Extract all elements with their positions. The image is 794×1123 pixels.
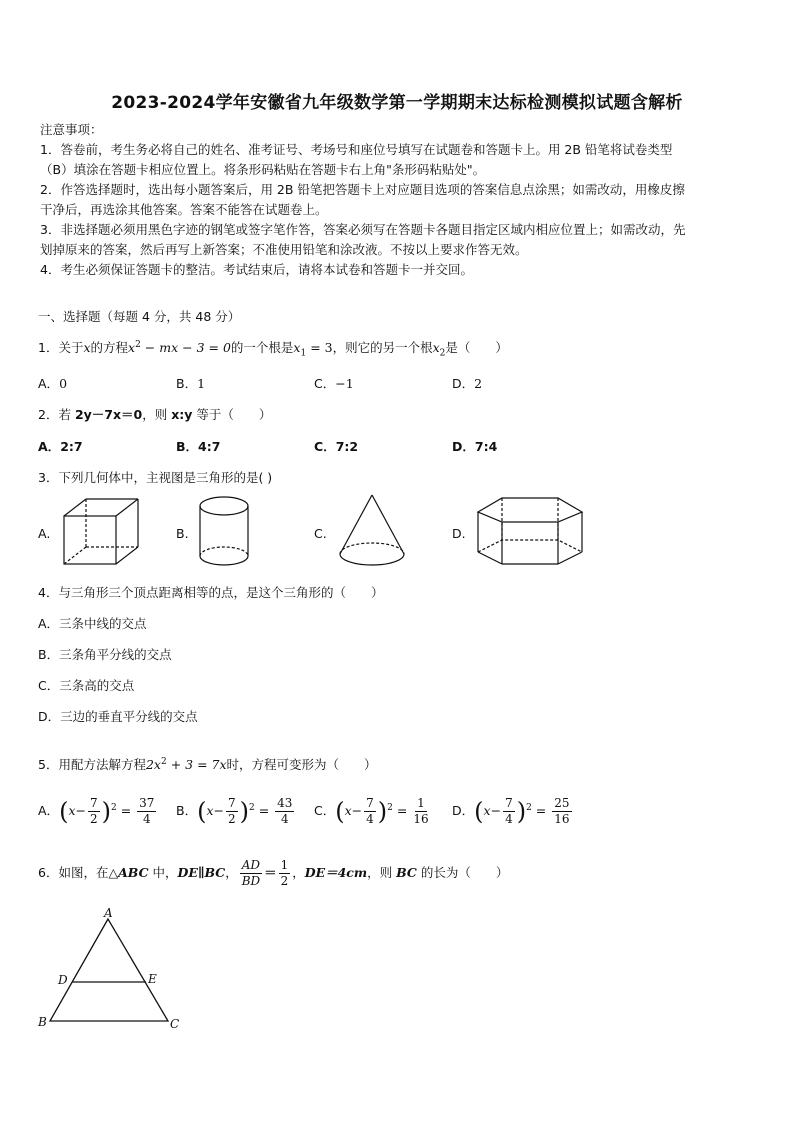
q2-option-b[interactable]: B．4:7 xyxy=(176,439,221,454)
q2-option-a[interactable]: A．2:7 xyxy=(38,439,83,454)
vertex-label-d: D xyxy=(58,973,68,987)
notice-line: 4．考生必须保证答题卡的整洁。考试结束后，请将本试卷和答题卡一并交回。 xyxy=(40,262,473,277)
vertex-label-c: C xyxy=(170,1017,180,1031)
triangle-figure xyxy=(34,905,194,1035)
q5-option-b[interactable]: B．(x− $\frac{7}{2}$ )$^2$ = $\frac{43}{4}$ xyxy=(176,796,293,826)
section-heading: 一、选择题（每题 4 分，共 48 分） xyxy=(38,309,241,324)
cone-figure xyxy=(336,492,408,574)
notice-section xyxy=(40,120,760,280)
notice-line: 2．作答选择题时，选出每小题答案后，用 2B 铅笔把答题卡上对应题目选项的答案信息点涂黑；如需改动，用橡皮擦 xyxy=(40,182,685,197)
notice-heading: 注意事项： xyxy=(40,122,103,137)
q1-option-b[interactable]: B．1 xyxy=(176,376,206,391)
q2-option-d[interactable]: D．7:4 xyxy=(452,439,498,454)
q2-option-c[interactable]: C．7:2 xyxy=(314,439,359,454)
question-3: 3．下列几何体中，主视图是三角形的是( ) xyxy=(38,470,273,485)
q3-option-d-label[interactable]: D. xyxy=(452,526,466,541)
cube-figure xyxy=(60,496,142,568)
question-2: 2．若 2y－7x＝0，则 x:y 等于（ ） xyxy=(38,407,272,422)
q1-option-a[interactable]: A．0 xyxy=(38,376,68,391)
notice-line: （B）填涂在答题卡相应位置上。将条形码粘贴在答题卡右上角"条形码粘贴处"。 xyxy=(40,162,486,177)
q5-option-d[interactable]: D．(x− $\frac{7}{4}$ )$^2$ = $\frac{25}{16}$ xyxy=(452,796,570,826)
q1-option-d[interactable]: D．2 xyxy=(452,376,483,391)
notice-line: 划掉原来的答案，然后再写上新答案；不准使用铅笔和涂改液。不按以上要求作答无效。 xyxy=(40,242,528,257)
notice-line: 3．非选择题必须用黑色字迹的钢笔或签字笔作答，答案必须写在答题卡各题目指定区域内相应位置上；如需改动，先 xyxy=(40,222,686,237)
question-5: 5．用配方法解方程$2x^2 + 3 = 7x$时，方程可变形为（ ） xyxy=(38,756,377,772)
q3-option-a-label[interactable]: A. xyxy=(38,526,51,541)
q4-option-a[interactable]: A．三条中线的交点 xyxy=(38,616,147,631)
q4-option-c[interactable]: C．三条高的交点 xyxy=(38,678,135,693)
cylinder-figure xyxy=(196,494,252,570)
q1-option-c[interactable]: C．−1 xyxy=(314,376,354,391)
question-1: 1．关于x的方程$x^2$ − mx − 3 = 0的一个根是$x_1 = 3$，则它的另一个根$x_2$是（ ） xyxy=(38,339,508,359)
q4-option-d[interactable]: D．三边的垂直平分线的交点 xyxy=(38,709,198,724)
hexagonal-prism-figure xyxy=(474,494,586,570)
vertex-label-a: A xyxy=(104,906,113,920)
q5-option-a[interactable]: A．(x− $\frac{7}{2}$ )$^2$ = $\frac{37}{4}$ xyxy=(38,796,155,826)
notice-line: 干净后，再选涂其他答案。答案不能答在试题卷上。 xyxy=(40,202,328,217)
vertex-label-e: E xyxy=(148,972,157,986)
page-title: 2023-2024学年安徽省九年级数学第一学期期末达标检测模拟试题含解析 xyxy=(111,93,683,113)
q5-option-c[interactable]: C．(x− $\frac{7}{4}$ )$^2$ = $\frac{1}{16}$ xyxy=(314,796,429,826)
notice-line: 1．答卷前，考生务必将自己的姓名、准考证号、考场号和座位号填写在试题卷和答题卡上。用 2B 铅笔将试卷类型 xyxy=(40,142,673,157)
q3-option-c-label[interactable]: C. xyxy=(314,526,327,541)
q4-option-b[interactable]: B．三条角平分线的交点 xyxy=(38,647,172,662)
question-4: 4．与三角形三个顶点距离相等的点，是这个三角形的（ ） xyxy=(38,585,384,600)
question-6: 6．如图，在△ABC 中，DE∥BC， $\frac{AD}{BD}$ ＝ $\frac{1}{2}$ ，DE＝4cm，则 BC 的长为（ ） xyxy=(38,858,509,888)
q3-option-b-label[interactable]: B. xyxy=(176,526,189,541)
vertex-label-b: B xyxy=(38,1015,47,1029)
